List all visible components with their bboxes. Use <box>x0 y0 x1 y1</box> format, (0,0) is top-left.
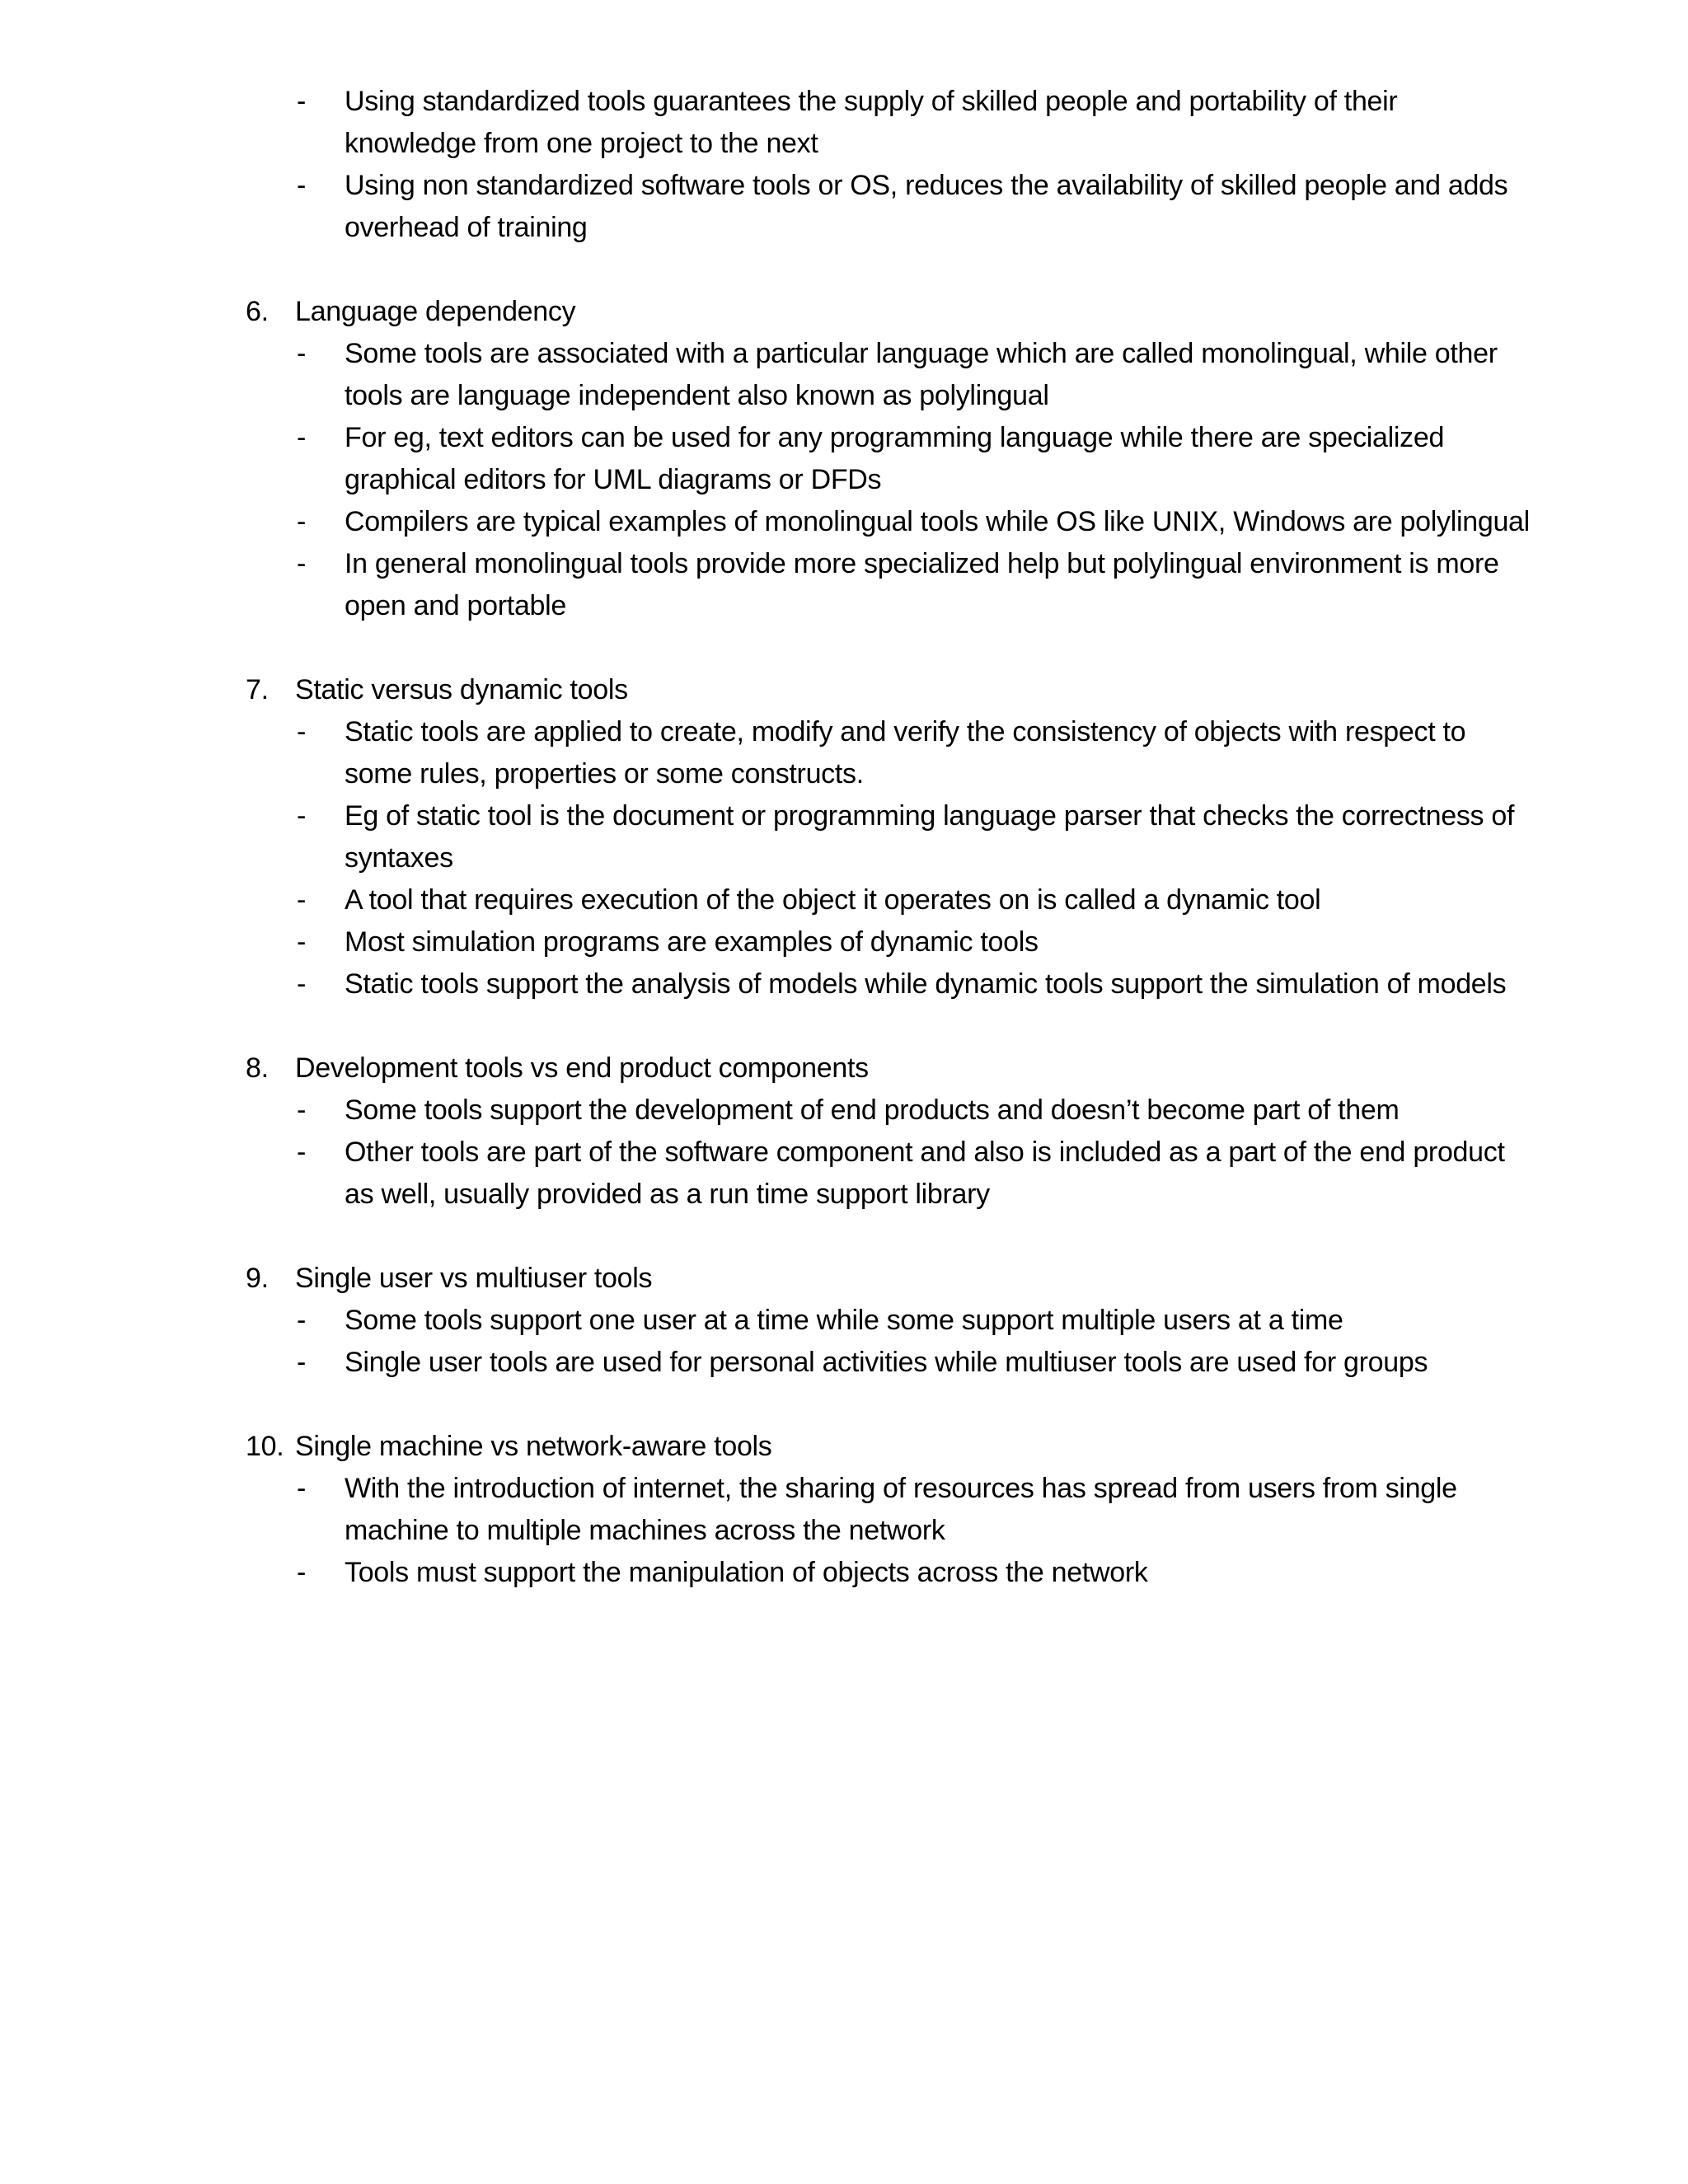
section-number: 6. <box>246 296 269 327</box>
section-bullet-list <box>246 1300 1531 1384</box>
bullet-dash: - <box>297 1557 307 1588</box>
section-single-vs-multiuser <box>246 1258 1531 1384</box>
bullet-text: With the introduction of internet, the sharing of resources has spread from users from single machine to multiple machines across the network <box>345 1473 1457 1546</box>
bullet-text: Tools must support the manipulation of objects across the network <box>345 1557 1148 1588</box>
bullet-text: In general monolingual tools provide more specialized help but polylingual environment is more open and portable <box>345 548 1499 621</box>
list-item <box>246 81 1531 165</box>
section-heading <box>246 669 1531 711</box>
bullet-text: A tool that requires execution of the object it operates on is called a dynamic tool <box>345 884 1321 916</box>
list-item <box>246 963 1531 1005</box>
list-item <box>246 417 1531 501</box>
list-item <box>246 795 1531 879</box>
list-item <box>246 1468 1531 1552</box>
bullet-text: Other tools are part of the software component and also is included as a part of the end product as well, usually provided as a run time support library <box>345 1137 1505 1210</box>
section-number: 8. <box>246 1052 269 1084</box>
section-title: Single machine vs network-aware tools <box>295 1431 772 1462</box>
bullet-dash: - <box>297 1094 307 1126</box>
list-item <box>246 921 1531 963</box>
list-item <box>246 1342 1531 1384</box>
intro-bullet-list <box>246 81 1531 249</box>
bullet-dash: - <box>297 506 307 537</box>
bullet-text: Some tools support one user at a time while some support multiple users at a time <box>345 1305 1343 1336</box>
bullet-text: Some tools are associated with a particular language which are called monolingual, while other tools are language independent also known as polylingual <box>345 338 1498 411</box>
list-item <box>246 1552 1531 1594</box>
section-bullet-list <box>246 1468 1531 1594</box>
section-bullet-list <box>246 711 1531 1005</box>
list-item <box>246 711 1531 795</box>
document-body <box>246 81 1531 1594</box>
list-item <box>246 1090 1531 1132</box>
bullet-text: Using standardized tools guarantees the supply of skilled people and portability of their knowledge from one project to the next <box>345 86 1398 159</box>
section-bullet-list <box>246 1090 1531 1216</box>
bullet-dash: - <box>297 548 307 579</box>
bullet-dash: - <box>297 422 307 453</box>
bullet-text: Most simulation programs are examples of dynamic tools <box>345 926 1039 958</box>
section-language-dependency <box>246 291 1531 627</box>
bullet-dash: - <box>297 884 307 916</box>
bullet-dash: - <box>297 170 307 201</box>
bullet-dash: - <box>297 86 307 117</box>
bullet-dash: - <box>297 1473 307 1504</box>
bullet-dash: - <box>297 1305 307 1336</box>
list-item <box>246 165 1531 249</box>
section-number: 10. <box>246 1431 284 1462</box>
bullet-text: Using non standardized software tools or OS, reduces the availability of skilled people and adds overhead of training <box>345 170 1508 243</box>
bullet-dash: - <box>297 968 307 1000</box>
section-heading <box>246 291 1531 333</box>
bullet-text: Single user tools are used for personal activities while multiuser tools are used for groups <box>345 1347 1428 1378</box>
bullet-text: Some tools support the development of end products and doesn’t become part of them <box>345 1094 1400 1126</box>
section-number: 7. <box>246 674 269 705</box>
section-static-vs-dynamic <box>246 669 1531 1005</box>
section-single-machine-vs-network <box>246 1426 1531 1594</box>
section-heading <box>246 1047 1531 1090</box>
section-number: 9. <box>246 1263 269 1294</box>
bullet-text: Compilers are typical examples of monolingual tools while OS like UNIX, Windows are polylingual <box>345 506 1530 537</box>
section-heading <box>246 1258 1531 1300</box>
bullet-dash: - <box>297 338 307 369</box>
section-bullet-list <box>246 333 1531 627</box>
list-item <box>246 1132 1531 1216</box>
section-title: Single user vs multiuser tools <box>295 1263 653 1294</box>
bullet-dash: - <box>297 716 307 748</box>
list-item <box>246 879 1531 921</box>
bullet-text: Static tools support the analysis of models while dynamic tools support the simulation of models <box>345 968 1507 1000</box>
list-item <box>246 543 1531 627</box>
list-item <box>246 333 1531 417</box>
list-item <box>246 1300 1531 1342</box>
bullet-text: Static tools are applied to create, modify and verify the consistency of objects with respect to some rules, properties or some constructs. <box>345 716 1466 790</box>
list-item <box>246 501 1531 543</box>
section-heading <box>246 1426 1531 1468</box>
bullet-dash: - <box>297 1347 307 1378</box>
section-title: Language dependency <box>295 296 576 327</box>
bullet-dash: - <box>297 926 307 958</box>
bullet-text: For eg, text editors can be used for any programming language while there are specialized graphical editors for UML diagrams or DFDs <box>345 422 1445 495</box>
bullet-dash: - <box>297 1137 307 1168</box>
section-development-vs-end-product <box>246 1047 1531 1216</box>
section-title: Development tools vs end product components <box>295 1052 869 1084</box>
bullet-dash: - <box>297 800 307 832</box>
section-title: Static versus dynamic tools <box>295 674 628 705</box>
bullet-text: Eg of static tool is the document or programming language parser that checks the correctness of syntaxes <box>345 800 1515 874</box>
